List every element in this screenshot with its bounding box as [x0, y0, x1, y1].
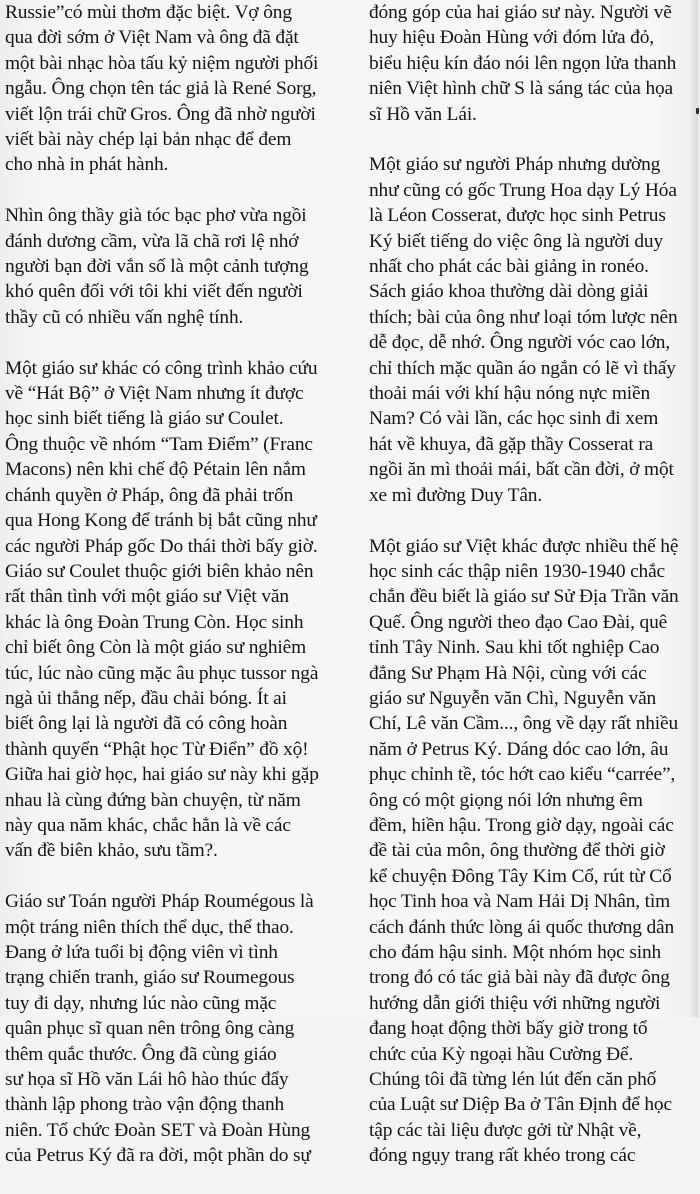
- text-line: của Luật sư Diệp Ba ở Tân Định để học: [369, 1094, 672, 1116]
- text-line: thầy cũ có nhiều vấn nghệ tính.: [5, 306, 244, 328]
- text-line: Sách giáo khoa thường dài dòng giải: [369, 281, 649, 303]
- text-line: đánh dương cầm, vừa lã chã rơi lệ nhớ: [5, 230, 299, 252]
- text-line: năm ở Petrus Ký. Dáng dóc cao lớn, âu: [369, 738, 669, 760]
- text-line: Russie”có mùi thơm đặc biệt. Vợ ông: [5, 2, 292, 23]
- text-line: sư họa sĩ Hồ văn Lái hô hào thúc đẩy: [5, 1069, 289, 1091]
- text-line: một bài nhạc hòa tấu kỷ niệm người phối: [5, 52, 319, 74]
- text-line: học Tinh hoa và Nam Hải Dị Nhân, tìm: [369, 891, 671, 913]
- text-line: đềm, hiền hậu. Trong giờ dạy, ngoài các: [369, 814, 674, 836]
- text-line: hướng dẫn giới thiệu với những người: [369, 992, 661, 1014]
- text-line: các người Pháp gốc Do thái thời bấy giờ.: [5, 535, 318, 557]
- left-text-column: [5, 0, 355, 1194]
- text-line: thành quyển “Phật học Từ Điển” đồ xộ!: [5, 738, 309, 760]
- text-line: học sinh biết tiếng là giáo sư Coulet.: [5, 408, 284, 430]
- text-line: học sinh các thập niên 1930-1940 chắc: [369, 560, 665, 582]
- text-line: sĩ Hồ văn Lái.: [369, 103, 477, 125]
- text-line: tuy đi dạy, nhưng lúc nào cũng mặc: [5, 992, 277, 1014]
- text-line: vấn đề biên khảo, sưu tầm?.: [5, 840, 218, 862]
- paragraph: [369, 152, 695, 508]
- text-line: chánh quyền ở Pháp, ông đã phải trốn: [5, 484, 294, 506]
- text-line: trong đó có tác giả bài này đã được ông: [369, 967, 670, 989]
- text-line: Giáo sư Toán người Pháp Roumégous là: [5, 891, 314, 913]
- paragraph: [5, 356, 355, 864]
- page-edge-shadow: [690, 0, 698, 1017]
- paragraph: [5, 0, 355, 178]
- text-line: đẳng Sư Phạm Hà Nội, cùng với các: [369, 662, 647, 684]
- text-line: Macons) nên khi chế độ Pétain lên nắm: [5, 459, 306, 481]
- text-line: quân phục sĩ quan nên trông ông càng: [5, 1018, 295, 1040]
- text-line: qua Hong Kong để tránh bị bắt cũng như: [5, 510, 317, 532]
- text-line: Chí, Lê văn Cầm..., ông về dạy rất nhiều: [369, 713, 679, 735]
- text-line: Ký biết tiếng do việc ông là người duy: [369, 230, 664, 252]
- text-line: chỉ thích mặc quần áo ngắn có lẽ vì thấy: [369, 357, 676, 379]
- text-line: túc, lúc nào cũng mặc âu phục tussor ngà: [5, 662, 319, 684]
- text-line: xe mì đường Duy Tân.: [369, 484, 543, 506]
- text-line: huy hiệu Đoàn Hùng với đóm lửa đỏ,: [369, 27, 654, 49]
- ink-speck: [696, 108, 699, 114]
- text-line: Chúng tôi đã từng lén lút đến căn phố: [369, 1069, 657, 1091]
- text-line: niên Việt hình chữ S là sáng tác của họa: [369, 78, 673, 100]
- text-line: ngồi ăn mì thoải mái, bất cần đời, ở một: [369, 459, 674, 481]
- text-line: Nhìn ông thầy già tóc bạc phơ vừa ngồi: [5, 205, 307, 227]
- text-line: của Petrus Ký đã ra đời, một phần do sự: [5, 1145, 311, 1167]
- text-line: ông có một giọng nói lớn nhưng êm: [369, 789, 643, 811]
- text-line: cách đánh thức lòng ái quốc thương dân: [369, 916, 675, 938]
- text-line: Đang ở lứa tuổi bị động viên vì tình: [5, 941, 278, 963]
- text-line: cho nhà in phát hành.: [5, 154, 169, 176]
- text-line: là Léon Cosserat, được học sinh Petrus: [369, 205, 666, 227]
- text-line: nhất cho phát các bài giảng in ronéo.: [369, 256, 649, 278]
- text-line: trạng chiến tranh, giáo sư Roumegous: [5, 967, 295, 989]
- right-text-column: [369, 0, 695, 1194]
- text-line: nhau là cùng đứng bàn chuyện, từ năm: [5, 789, 301, 811]
- text-line: đang hoạt động thời bấy giờ trong tổ: [369, 1018, 648, 1040]
- text-line: phục chỉnh tề, tóc hớt cao kiểu “carrée”,: [369, 764, 676, 786]
- text-line: Nam? Có vài lần, các học sinh đi xem: [369, 408, 659, 430]
- text-line: hát về khuya, đã gặp thầy Cosserat ra: [369, 433, 654, 455]
- text-line: đóng góp của hai giáo sư này. Người vẽ: [369, 2, 672, 23]
- text-line: thích; bài của ông như loại tóm lược nên: [369, 306, 678, 328]
- text-line: như cũng có gốc Trung Hoa dạy Lý Hóa: [369, 179, 677, 201]
- text-line: một tráng niên thích thể dục, thể thao.: [5, 916, 294, 938]
- text-line: giáo sư Nguyễn văn Chì, Nguyễn văn: [369, 687, 657, 709]
- text-line: cho đám hậu sinh. Một nhóm học sinh: [369, 942, 662, 963]
- text-line: Giáo sư Coulet thuộc giới biên khảo nên: [5, 560, 314, 582]
- text-line: qua đời sớm ở Việt Nam và ông đã đặt: [5, 27, 299, 49]
- text-line: tỉnh Tây Ninh. Sau khi tốt nghiệp Cao: [369, 637, 660, 659]
- text-line: Quế. Ông người theo đạo Cao Đài, quê: [369, 611, 668, 633]
- text-line: người bạn đời vắn số là một cảnh tượng: [5, 256, 309, 278]
- text-line: biết ông lại là người đã có công hoàn: [5, 713, 288, 735]
- paragraph: [5, 889, 355, 1168]
- text-line: ngẫu. Ông chọn tên tác giả là René Sorg,: [5, 78, 317, 100]
- text-line: tập các tài liệu được gởi từ Nhật về,: [369, 1119, 642, 1141]
- paragraph: [369, 534, 695, 1169]
- text-line: chức của Kỳ ngoại hầu Cường Để.: [369, 1043, 634, 1065]
- text-line: thành lập phong trào vận động thanh: [5, 1094, 285, 1116]
- text-line: Giữa hai giờ học, hai giáo sư này khi gặp: [5, 764, 319, 786]
- text-line: Ông thuộc về nhóm “Tam Điểm” (Franc: [5, 433, 313, 455]
- text-line: khó quên đối với tôi khi viết đến người: [5, 281, 303, 303]
- text-line: thoải mái với khí hậu nóng nực miền: [369, 383, 651, 405]
- paragraph: [369, 0, 695, 127]
- text-line: niên. Tổ chức Đoàn SET và Đoàn Hùng: [5, 1119, 311, 1141]
- text-line: dễ đọc, dễ nhớ. Ông người vóc cao lớn,: [369, 332, 671, 354]
- paragraph: [5, 203, 355, 330]
- text-line: Một giáo sư người Pháp nhưng dường: [369, 154, 661, 176]
- text-line: Một giáo sư Việt khác được nhiều thế hệ: [369, 535, 679, 557]
- text-line: đề tài của môn, ông thường để thời giờ: [369, 840, 665, 862]
- text-line: chỉ biết ông Còn là một giáo sư nghiêm: [5, 637, 307, 659]
- text-line: Một giáo sư khác có công trình khảo cứu: [5, 357, 318, 379]
- text-line: rất thân tình với một giáo sư Việt văn: [5, 586, 289, 608]
- text-line: này qua năm khác, chắc hẳn là về các: [5, 814, 291, 836]
- text-line: viết bài này chép lại bản nhạc để đem: [5, 129, 292, 151]
- text-line: về “Hát Bộ” ở Việt Nam nhưng ít được: [5, 383, 304, 405]
- text-line: khác là ông Đoàn Trung Còn. Học sinh: [5, 611, 304, 633]
- text-line: thêm quắc thước. Ông đã cùng giáo: [5, 1043, 277, 1065]
- text-line: kể chuyện Đông Tây Kim Cổ, rút từ Cổ: [369, 865, 672, 887]
- text-line: ngà ủi thẳng nếp, đầu chải bóng. Ít ai: [5, 687, 287, 709]
- text-line: biểu hiệu kín đáo nói lên ngọn lửa thanh: [369, 52, 677, 74]
- text-line: viết lộn trái chữ Gros. Ông đã nhờ người: [5, 103, 316, 125]
- text-line: đóng ngụy trang rất khéo trong các: [369, 1145, 636, 1167]
- text-line: chắn đều biết là giáo sư Sử Địa Trần văn: [369, 586, 679, 608]
